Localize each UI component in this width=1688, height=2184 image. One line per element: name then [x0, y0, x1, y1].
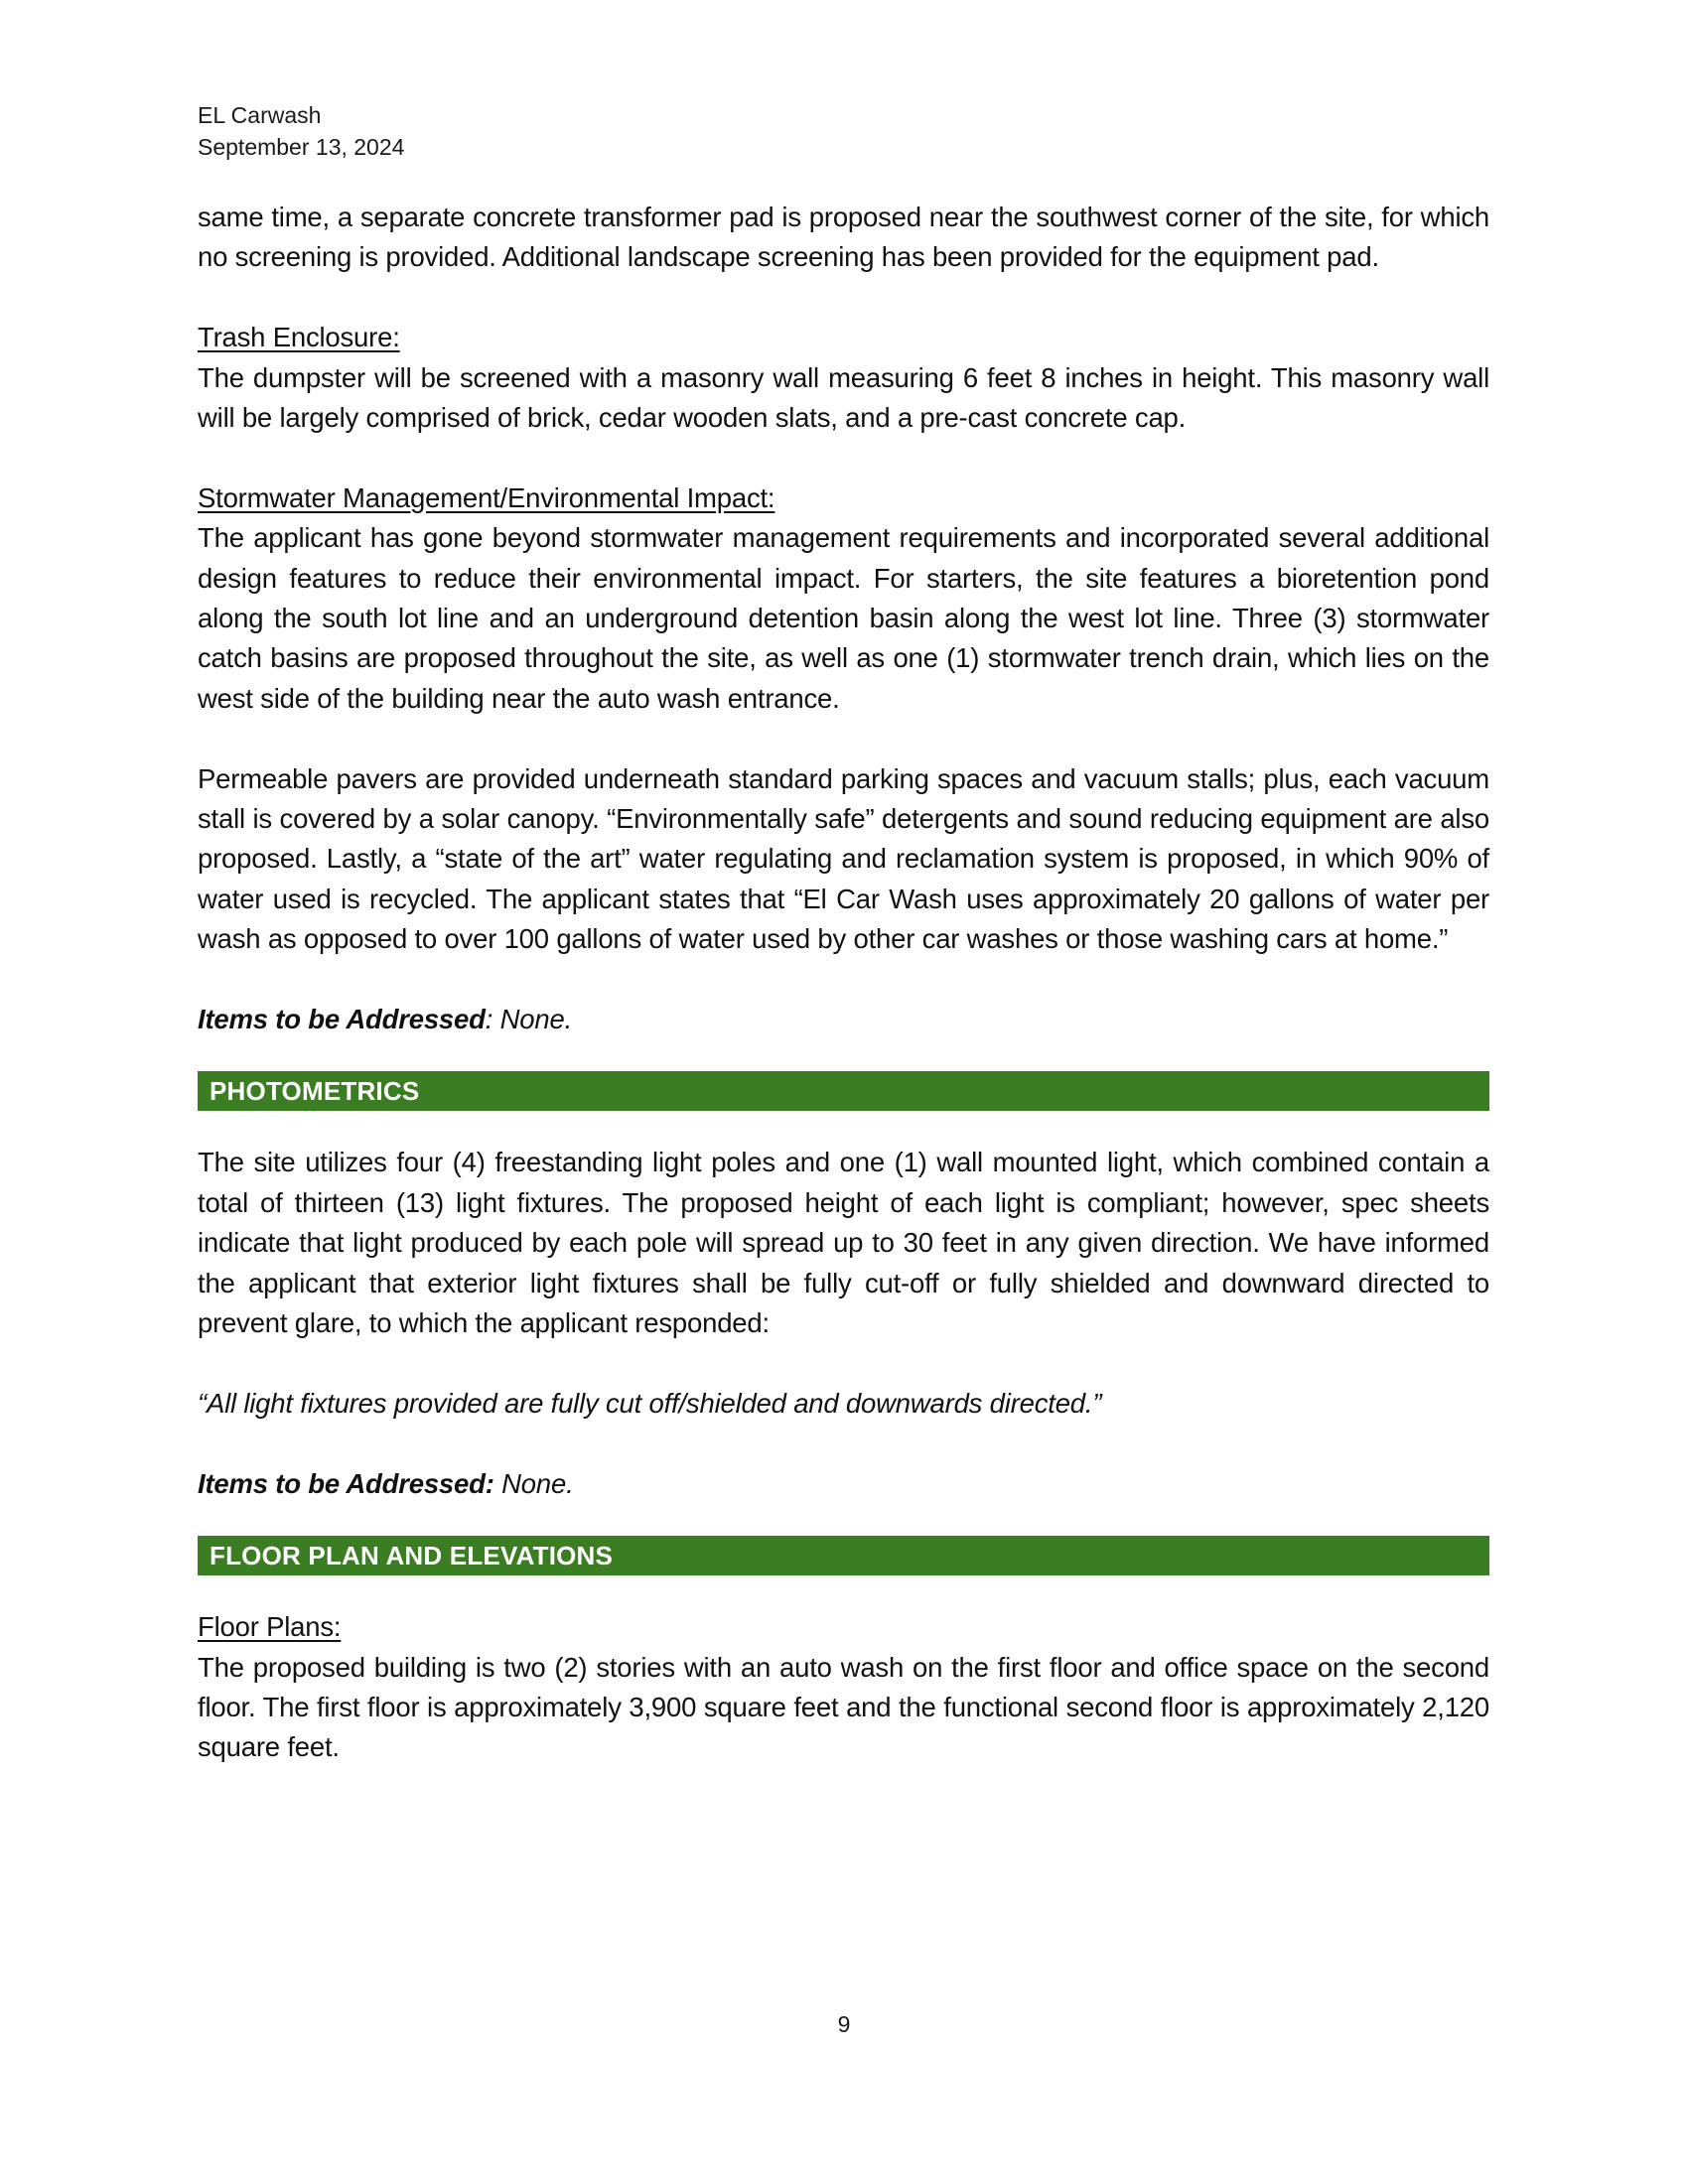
items-label: Items to be Addressed	[198, 1004, 486, 1035]
section-header-floor-plan: FLOOR PLAN AND ELEVATIONS	[198, 1536, 1489, 1575]
photometrics-items-to-address	[198, 1464, 1489, 1504]
items-colon: :	[485, 1004, 493, 1035]
stormwater-paragraph-2: Permeable pavers are provided underneath standard parking spaces and vacuum stalls; plus, each vacuum stall is covered by a solar canopy. “Environmentally safe” detergents and sound reducing equipment are also proposed. Lastly, a “state of the art” water regulating and reclamation system is proposed, in which 90% of water used is recycled. The applicant states that “El Car Wash uses approximately 20 gallons of water per wash as opposed to over 100 gallons of water used by other car washes or those washing cars at home.”	[198, 762, 1489, 955]
applicant-quote: “All light fixtures provided are fully cut off/shielded and downwards directed.”	[198, 1387, 1102, 1419]
spacer	[198, 438, 1489, 478]
spacer	[198, 1111, 1489, 1143]
items-value: None.	[493, 1467, 574, 1499]
spacer	[198, 960, 1489, 1000]
spacer	[198, 719, 1489, 758]
stormwater-paragraph-1: The applicant has gone beyond stormwater management requirements and incorporated several additional design features to reduce their environmental impact. For starters, the site features a bioretention pond along the south lot line and an underground detention basin along the west lot line. Three (3) stormwater catch basins are proposed throughout the site, as well as one (1) stormwater trench drain, which lies on the west side of the building near the auto wash entrance.	[198, 522, 1489, 714]
header-title: EL Carwash	[198, 102, 322, 128]
stormwater-items-to-address	[198, 1000, 1489, 1039]
spacer	[198, 1039, 1489, 1071]
items-value: None.	[492, 1004, 573, 1035]
spacer	[198, 1424, 1489, 1463]
page-header	[198, 99, 404, 163]
header-date: September 13, 2024	[198, 134, 405, 160]
trash-enclosure-heading: Trash Enclosure:	[198, 322, 400, 353]
floor-plans-text: The proposed building is two (2) stories with an auto wash on the first floor and office space on the second floor. The first floor is approximately 3,900 square feet and the functional second floor is approximately 2,120 square feet.	[198, 1651, 1489, 1763]
spacer	[198, 1575, 1489, 1607]
photometrics-text: The site utilizes four (4) freestanding light poles and one (1) wall mounted light, which combined contain a total of thirteen (13) light fixtures. The proposed height of each light is compliant; however, spec sheets indicate that light produced by each pole will spread up to 30 feet in any given direction. We have informed the applicant that exterior light fixtures shall be fully cut-off or fully shielded and downward directed to prevent glare, to which the applicant responded:	[198, 1147, 1489, 1339]
document-body	[198, 198, 1489, 1768]
spacer	[198, 1504, 1489, 1536]
spacer	[198, 278, 1489, 318]
section-header-photometrics: PHOTOMETRICS	[198, 1071, 1489, 1111]
floor-plans-heading: Floor Plans:	[198, 1611, 342, 1643]
items-label: Items to be Addressed:	[198, 1467, 494, 1499]
stormwater-heading: Stormwater Management/Environmental Impact:	[198, 481, 775, 513]
trash-enclosure-text: The dumpster will be screened with a masonry wall measuring 6 feet 8 inches in height. This masonry wall will be largely comprised of brick, cedar wooden slats, and a pre-cast concrete cap.	[198, 361, 1489, 434]
page-number: 9	[837, 2011, 851, 2037]
intro-paragraph: same time, a separate concrete transformer pad is proposed near the southwest corner of the site, for which no screening is provided. Additional landscape screening has been provided for the equipment pad.	[198, 202, 1489, 273]
spacer	[198, 1344, 1489, 1384]
